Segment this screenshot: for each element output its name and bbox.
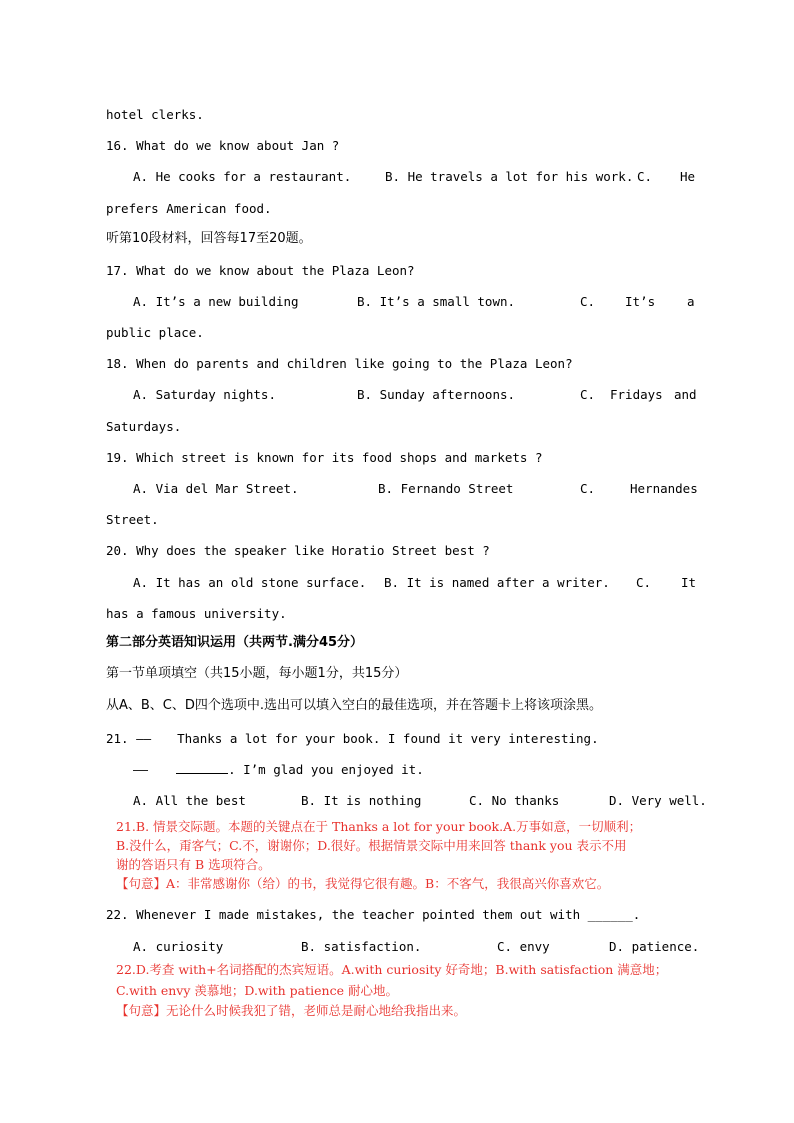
option-b: B. It’s a small town. (357, 294, 516, 309)
option-a: A. All the best (133, 793, 246, 808)
answer-explanation-22: 【句意】无论什么时候我犯了错，老师总是耐心地给我指出来。 (116, 1003, 467, 1018)
dialog-text: Thanks a lot for your book. I found it very interesting. (177, 731, 599, 746)
option-b: B. Fernando Street (378, 481, 514, 496)
question-21-options (133, 793, 707, 809)
question-20: 20. Why does the speaker like Horatio Street best ? (106, 543, 490, 558)
option-d: D. Very well. (609, 793, 707, 808)
option-c: C. (580, 481, 596, 496)
dialog-dash: 21. —— (106, 731, 152, 746)
option-b: B. He travels a lot for his work. (385, 169, 634, 184)
option-a: A. He cooks for a restaurant. (133, 169, 352, 184)
option-continuation: public place. (106, 325, 204, 340)
question-22: 22. Whenever I made mistakes, the teacher pointed them out with ______. (106, 907, 641, 922)
option-a: A. Saturday nights. (133, 387, 276, 402)
option-c: C. No thanks (469, 793, 560, 808)
answer-explanation-21: 21.B. 情景交际题。本题的关键点在于 Thanks a lot for your book.A.万事如意，一切顺利； (116, 819, 642, 834)
option-c-text: Hernandes (630, 481, 698, 496)
option-a: A. It’s a new building (133, 294, 299, 309)
answer-explanation-22: 22.D.考查 with+名词搭配的杰宾短语。A.with curiosity 好奇地；B.with satisfaction 满意地； (116, 962, 668, 977)
option-d: D. patience. (609, 939, 700, 954)
answer-explanation-21: 【句意】A：非常感谢你（给）的书，我觉得它很有趣。B：不客气，我很高兴你喜欢它。 (116, 876, 610, 891)
section-heading: 第一节单项填空（共15小题，每小题1分，共15分） (106, 666, 408, 681)
option-c-text: and (674, 387, 697, 402)
dialog-text: . I’m glad you enjoyed it. (228, 762, 424, 777)
option-c: C. (637, 169, 653, 184)
question-19-options (133, 481, 699, 497)
answer-blank (176, 762, 228, 774)
text-line: hotel clerks. (106, 107, 204, 122)
question-16-options (133, 169, 699, 185)
option-c: C. (580, 294, 596, 309)
section-instruction: 从A、B、C、D四个选项中.选出可以填入空白的最佳选项，并在答题卡上将该项涂黑。 (106, 698, 603, 713)
question-21-line1 (106, 731, 599, 747)
dialog-dash: —— (133, 762, 149, 777)
option-c-text: It’s (625, 294, 656, 309)
option-b: B. It is nothing (301, 793, 422, 808)
question-17-options (133, 294, 699, 310)
option-b: B. Sunday afternoons. (357, 387, 516, 402)
option-c-text: He (680, 169, 696, 184)
part-heading: 第二部分英语知识运用（共两节.满分45分） (106, 635, 364, 650)
option-continuation: prefers American food. (106, 201, 272, 216)
question-17: 17. What do we know about the Plaza Leon? (106, 263, 415, 278)
option-continuation: Saturdays. (106, 419, 182, 434)
option-continuation: Street. (106, 512, 159, 527)
question-19: 19. Which street is known for its food shops and markets ? (106, 450, 543, 465)
question-16: 16. What do we know about Jan ? (106, 138, 340, 153)
question-20-options (133, 575, 699, 591)
option-b: B. satisfaction. (301, 939, 422, 954)
question-18-options (133, 387, 699, 403)
option-c: C. envy (497, 939, 550, 954)
section-instruction: 听第10段材料，回答每17至20题。 (106, 231, 312, 246)
option-a: A. curiosity (133, 939, 224, 954)
option-b: B. It is named after a writer. (384, 575, 610, 590)
option-c-text: Fridays (610, 387, 663, 402)
option-a: A. Via del Mar Street. (133, 481, 299, 496)
answer-explanation-22: C.with envy 羡慕地；D.with patience 耐心地。 (116, 983, 398, 998)
option-c-text: It (681, 575, 697, 590)
option-c: C. (580, 387, 596, 402)
answer-explanation-21: B.没什么，甭客气；C.不，谢谢你；D.很好。根据情景交际中用来回答 thank you 表示不用 (116, 838, 627, 853)
answer-explanation-21: 谢的答语只有 B 选项符合。 (116, 857, 271, 872)
option-continuation: has a famous university. (106, 606, 287, 621)
question-22-options (133, 939, 699, 955)
option-c: C. (636, 575, 652, 590)
option-c-text: a (687, 294, 695, 309)
option-a: A. It has an old stone surface. (133, 575, 367, 590)
question-21-line2 (133, 762, 424, 778)
question-18: 18. When do parents and children like going to the Plaza Leon? (106, 356, 573, 371)
